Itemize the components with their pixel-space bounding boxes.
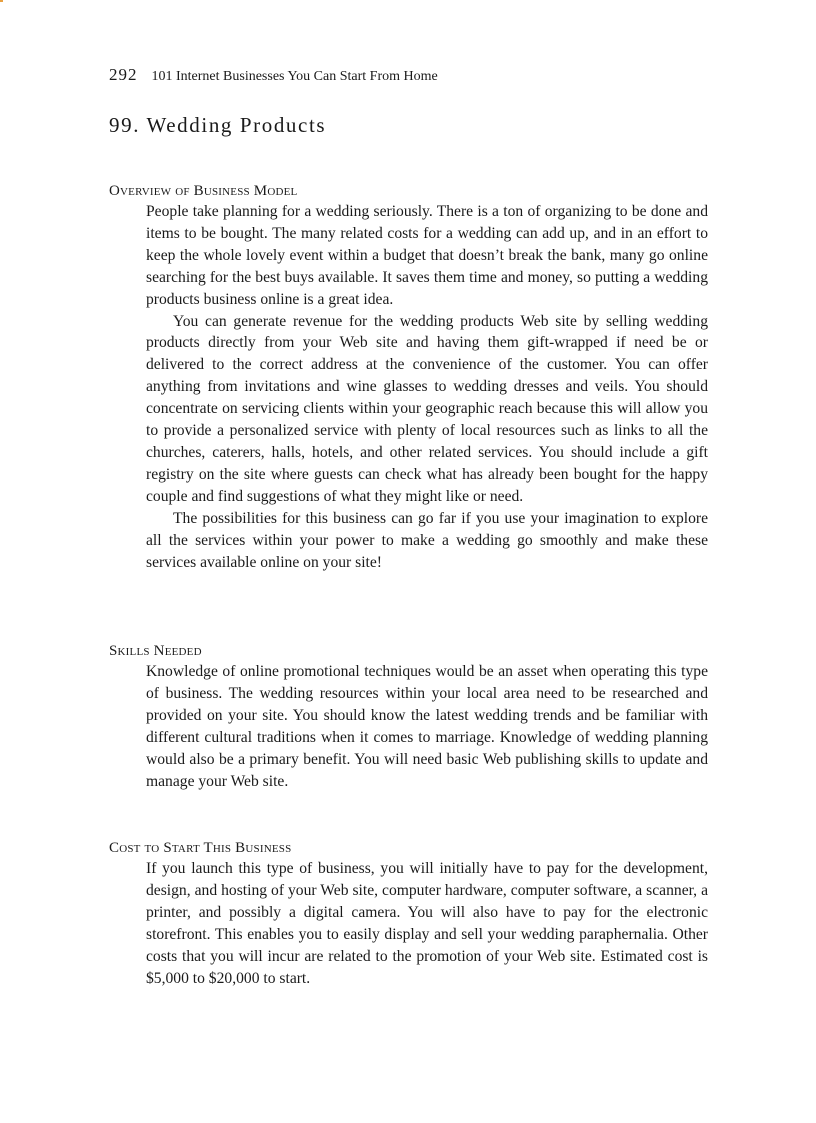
section-heading-cost: Cost to Start This Business [109,840,292,856]
section-skills-needed [109,641,709,792]
book-title: 101 Internet Businesses You Can Start From Home [151,69,438,84]
section-heading-overview: Overview of Business Model [109,183,298,199]
cost-paragraph: If you launch this type of business, you will initially have to pay for the development, design, and hosting of your Web site, computer hardware, computer software, a scanner, a printer, and possibly a digital camera. You will also have to pay for the electronic storefront. This enables you to easily display and sell your wedding paraphernalia. Other costs that you will incur are related to the promotion of your Web site. Estimated cost is $5,000 to $20,000 to start. [146,860,708,987]
section-overview [109,181,709,573]
section-cost-to-start [109,838,709,989]
section-heading-skills: Skills Needed [109,643,202,659]
chapter-title: 99. Wedding Products [109,113,327,137]
overview-paragraph-2: You can generate revenue for the wedding products Web site by selling wedding products directly from your Web site and having them gift-wrapped if need be or delivered to the correct address at the convenience of the customer. You can offer anything from invitations and wine glasses to wedding dresses and veils. You should concentrate on servicing clients within your geographic reach because this will allow you to provide a personalized service with plenty of local resources such as links to all the churches, caterers, halls, hotels, and other related services. You should include a gift registry on the site where guests can check what has already been bought for the happy couple and find suggestions of what they might like or need. [146,312,708,505]
overview-paragraph-3: The possibilities for this business can go far if you use your imagination to explore all the services within your power to make a wedding go smoothly and make these services available online on your site! [146,509,708,571]
scan-corner-mark [0,0,3,2]
running-head [109,65,438,87]
skills-paragraph: Knowledge of online promotional techniques would be an asset when operating this type of business. The wedding resources within your local area need to be researched and provided on your site. You should know the latest wedding trends and be familiar with different cultural traditions when it comes to marriage. Knowledge of wedding planning would also be a primary benefit. You will need basic Web publishing skills to update and manage your Web site. [146,663,708,790]
page-number: 292 [109,65,138,84]
overview-paragraph-1: People take planning for a wedding seriously. There is a ton of organizing to be done and items to be bought. The many related costs for a wedding can add up, and in an effort to keep the whole lovely event within a budget that doesn’t break the bank, many go online searching for the best buys available. It saves them time and money, so putting a wedding products business online is a great idea. [146,203,708,308]
